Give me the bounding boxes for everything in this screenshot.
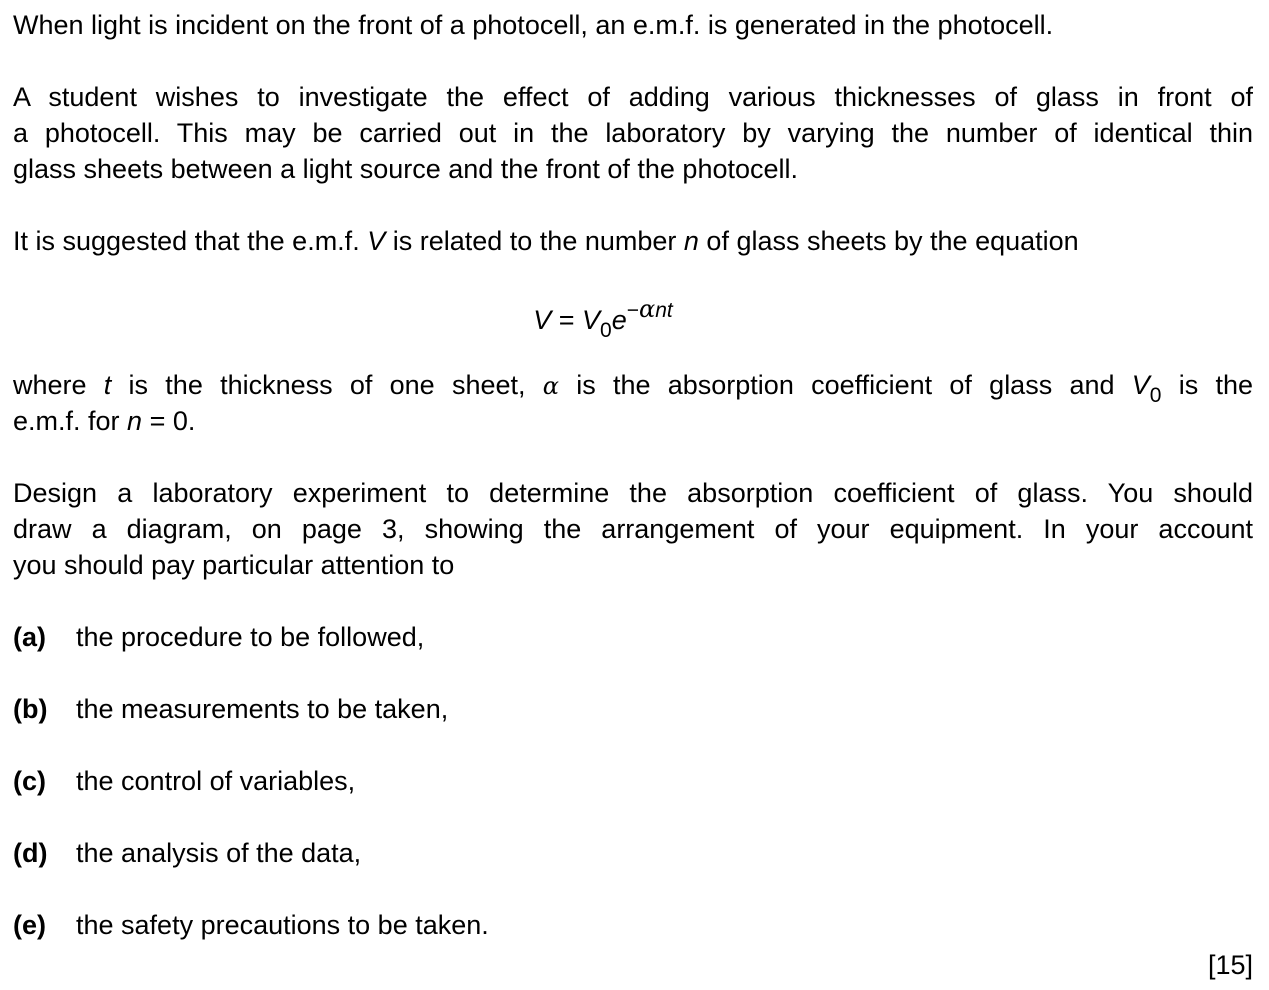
where-line-1 [13, 367, 1253, 403]
student-line-3: glass sheets between a light source and the front of the photocell. [13, 154, 799, 184]
list-item [13, 835, 1253, 871]
list-item-text: the control of variables, [76, 766, 356, 796]
list-item-text: the analysis of the data, [76, 838, 362, 868]
student-line-2: a photocell. This may be carried out in the laboratory by varying the number of identical thin [13, 118, 1253, 148]
suggestion-var-v: V [367, 226, 386, 256]
design-line-1: Design a laboratory experiment to determine the absorption coefficient of glass. You should [13, 478, 1253, 508]
equation-exponent-nt: nt [655, 299, 673, 322]
where-paragraph [13, 367, 1253, 439]
equation-equals: = [551, 305, 583, 335]
where2-var-n: n [127, 406, 143, 436]
equation-exponent-alpha: α [639, 295, 656, 323]
equation-e: e [611, 305, 627, 335]
list-item-label: (b) [13, 694, 48, 724]
list-item-text: the measurements to be taken, [76, 694, 449, 724]
where2-text-a: e.m.f. for [13, 406, 128, 436]
equation-expression [533, 295, 673, 342]
suggestion-text-a: It is suggested that the e.m.f. [13, 226, 368, 256]
list-item-text: the safety precautions to be taken. [76, 910, 489, 940]
equation-lhs: V [533, 305, 552, 335]
where2-text-b: = 0. [142, 406, 196, 436]
question-page [13, 7, 1253, 979]
where-text-a: where [13, 370, 104, 400]
list-item [13, 763, 1253, 799]
where-var-v: V [1131, 370, 1150, 400]
list-item-text: the procedure to be followed, [76, 622, 425, 652]
equation-v0: V [582, 305, 601, 335]
list-item [13, 619, 1253, 655]
equation-exponent [626, 295, 673, 323]
suggestion-paragraph [13, 223, 1253, 259]
where-text-b: is the thickness of one sheet, [111, 370, 543, 400]
list-item [13, 691, 1253, 727]
list-item-label: (a) [13, 622, 46, 652]
equation [13, 295, 1253, 342]
list-item-label: (d) [13, 838, 48, 868]
list-item-label: (e) [13, 910, 46, 940]
equation-exponent-minus: − [626, 299, 640, 322]
where-text-c: is the absorption coefficient of glass and [558, 370, 1132, 400]
student-line-1: A student wishes to investigate the effect of adding various thicknesses of glass in front of [13, 82, 1253, 112]
list-item [13, 907, 1253, 943]
list-item-label: (c) [13, 766, 46, 796]
suggestion-text-c: of glass sheets by the equation [698, 226, 1079, 256]
where-line-2 [13, 403, 1253, 439]
where-text-d: is the [1161, 370, 1253, 400]
marks-label: [15] [1207, 950, 1253, 980]
intro-paragraph: When light is incident on the front of a photocell, an e.m.f. is generated in the photocell. [13, 10, 1054, 40]
where-var-t: t [103, 370, 112, 400]
design-line-3: you should pay particular attention to [13, 550, 455, 580]
where-var-alpha: α [542, 372, 559, 400]
suggestion-text-b: is related to the number [385, 226, 684, 256]
design-line-2: draw a diagram, on page 3, showing the arrangement of your equipment. In your account [13, 514, 1253, 544]
student-paragraph [13, 79, 1253, 187]
suggestion-var-n: n [683, 226, 699, 256]
design-paragraph [13, 475, 1253, 583]
where-var-v-subscript: 0 [1149, 384, 1162, 403]
equation-v0-subscript: 0 [600, 319, 612, 342]
